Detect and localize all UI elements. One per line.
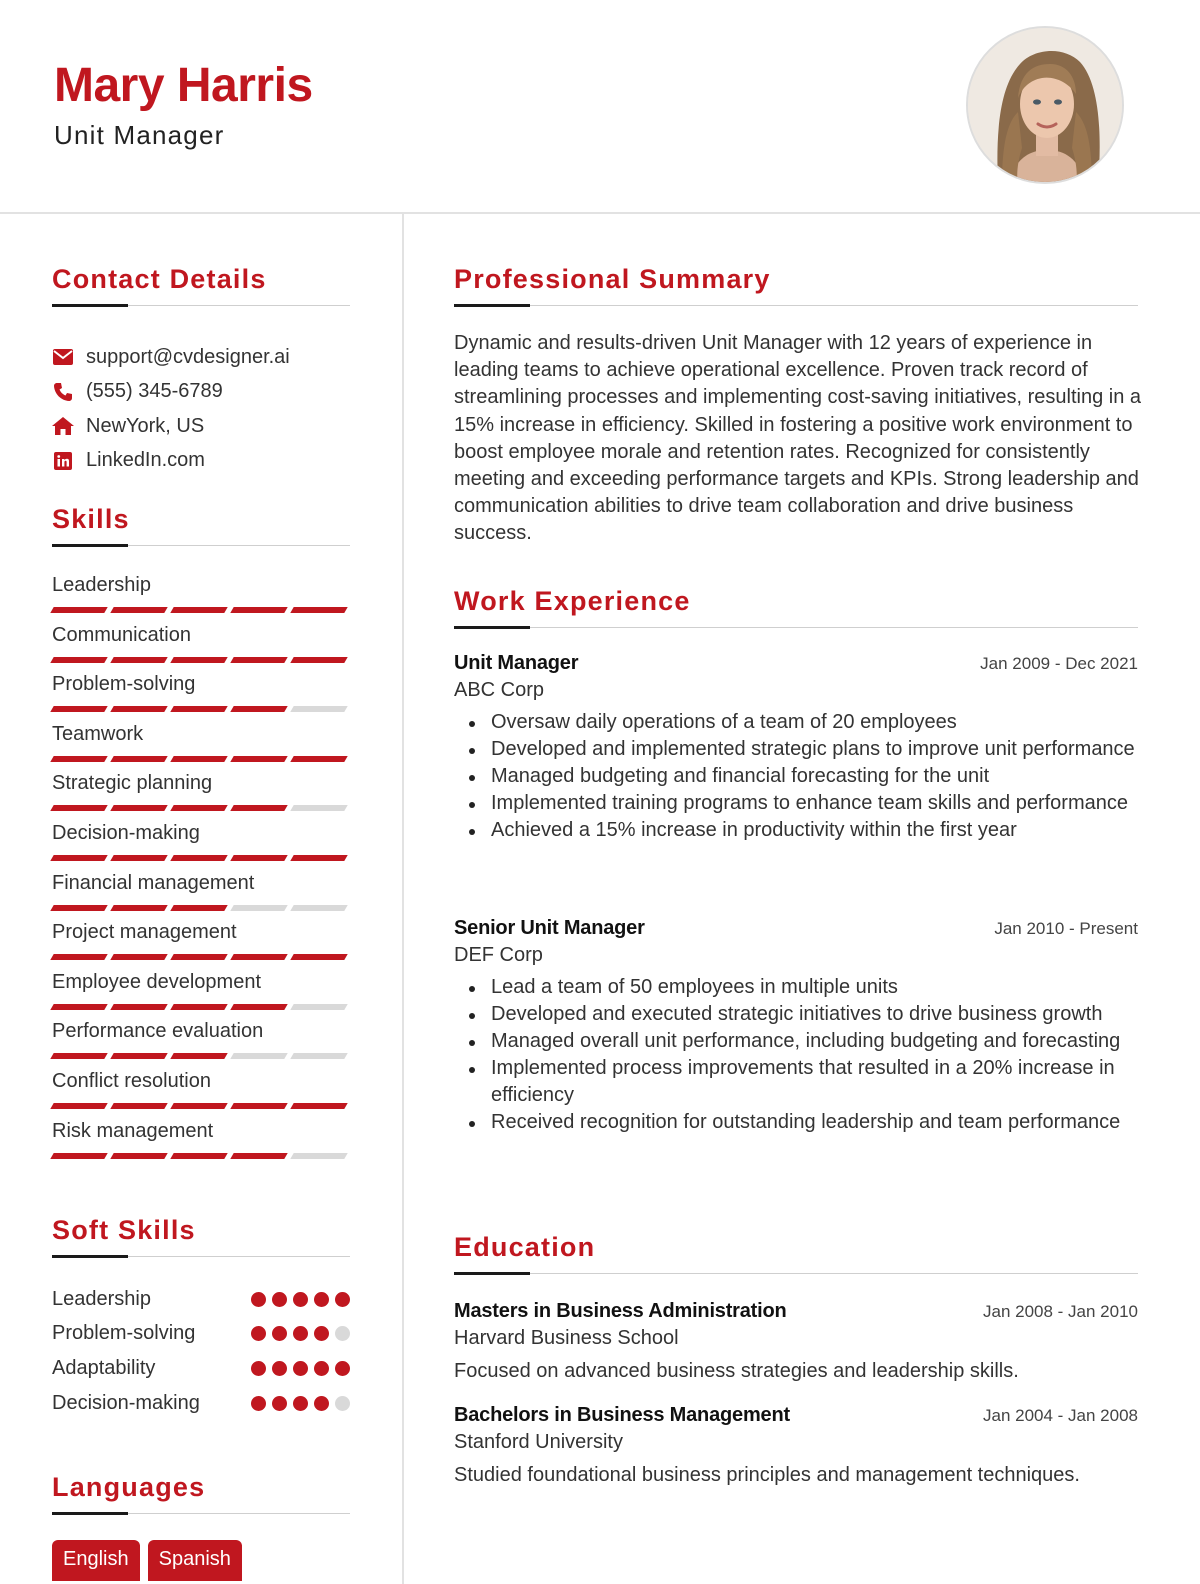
- skill-level-segment: [290, 607, 347, 613]
- home-icon: [52, 415, 74, 437]
- education-section-header: [454, 1230, 1138, 1275]
- skill-level-segment: [230, 706, 287, 712]
- skill-level-segment: [170, 905, 227, 911]
- skill-level-segment: [230, 756, 287, 762]
- soft-skill-label: Problem-solving: [52, 1322, 196, 1345]
- rating-dot: [251, 1396, 266, 1411]
- skill-level-segment: [290, 855, 347, 861]
- skill-level-segment: [110, 607, 167, 613]
- skill-level-segment: [110, 954, 167, 960]
- job-bullets: [454, 709, 1138, 844]
- section-rule: [454, 626, 1138, 629]
- skill-level-segment: [110, 1153, 167, 1159]
- skill-level-segment: [290, 1103, 347, 1109]
- rating-dot: [251, 1361, 266, 1376]
- rating-dot: [272, 1396, 287, 1411]
- skill-level-segment: [50, 1053, 107, 1059]
- skill-label: Communication: [52, 623, 191, 646]
- profile-photo: [966, 26, 1124, 184]
- skill-level-segment: [170, 1103, 227, 1109]
- skill-level-segment: [170, 855, 227, 861]
- rating-dot: [335, 1326, 350, 1341]
- skill-item: [52, 1118, 350, 1168]
- education-dates: Jan 2004 - Jan 2008: [982, 1406, 1138, 1425]
- language-tag: Spanish: [148, 1540, 242, 1581]
- rating-dot: [314, 1396, 329, 1411]
- job-entry: [454, 917, 1138, 1136]
- skill-item: [52, 919, 350, 969]
- soft-skill-label: Decision-making: [52, 1391, 200, 1414]
- skill-level-segment: [230, 1004, 287, 1010]
- skill-item: [52, 1018, 350, 1068]
- skill-level-segment: [170, 954, 227, 960]
- job-bullet: Developed and executed strategic initiatives to drive business growth: [454, 1001, 1138, 1028]
- skill-level-segment: [230, 954, 287, 960]
- skill-item: [52, 671, 350, 721]
- section-rule: [52, 1512, 350, 1515]
- summary-text: Dynamic and results-driven Unit Manager with 12 years of experience in leading teams to achieve operational excellence. Proven track record of streamlining processes and implementing cost-saving initiatives, resulting in a 15% increase in efficiency. Skilled in fostering a positive work environment to boost employee morale and retention rates. Recognized for consistently meeting and exceeding performance targets and KPIs. Strong leadership and communication abilities to drive team collaboration and drive business success.: [454, 332, 1141, 545]
- soft-skill-rating: [251, 1292, 350, 1307]
- skill-level-segment: [170, 756, 227, 762]
- degree-title: Masters in Business Administration: [454, 1300, 787, 1322]
- skill-level-bar: [52, 855, 346, 861]
- skill-label: Conflict resolution: [52, 1069, 211, 1092]
- skill-level-segment: [50, 1153, 107, 1159]
- skill-level-segment: [50, 905, 107, 911]
- job-role: Unit Manager: [454, 652, 579, 674]
- job-bullet: Lead a team of 50 employees in multiple units: [454, 974, 1138, 1001]
- contact-linkedin[interactable]: [52, 444, 350, 479]
- experience-heading: Work Experience: [454, 586, 691, 616]
- languages-section-header: [52, 1470, 350, 1515]
- soft-skill-label: Adaptability: [52, 1356, 156, 1379]
- section-rule: [52, 304, 350, 307]
- skill-level-segment: [170, 1153, 227, 1159]
- candidate-name: Mary Harris: [54, 59, 313, 112]
- candidate-title: Unit Manager: [54, 120, 225, 150]
- section-rule: [52, 544, 350, 547]
- skills-section-header: [52, 502, 350, 547]
- section-rule: [454, 304, 1138, 307]
- language-tag: English: [52, 1540, 140, 1581]
- contact-phone-text: (555) 345-6789: [86, 380, 223, 403]
- skill-level-bar: [52, 1153, 346, 1159]
- rating-dot: [272, 1361, 287, 1376]
- education-heading: Education: [454, 1232, 596, 1262]
- rating-dot: [293, 1396, 308, 1411]
- skill-level-segment: [290, 1053, 347, 1059]
- soft-skill-item: [52, 1282, 350, 1317]
- skill-label: Financial management: [52, 871, 255, 894]
- skill-level-segment: [50, 954, 107, 960]
- rating-dot: [251, 1292, 266, 1307]
- rating-dot: [314, 1292, 329, 1307]
- skill-label: Performance evaluation: [52, 1020, 264, 1043]
- rating-dot: [251, 1326, 266, 1341]
- contact-linkedin-text: LinkedIn.com: [86, 449, 205, 472]
- skill-level-segment: [290, 954, 347, 960]
- skill-level-segment: [110, 855, 167, 861]
- skill-level-segment: [230, 1153, 287, 1159]
- contact-list: [52, 340, 350, 478]
- soft-skill-item: [52, 1351, 350, 1386]
- job-bullets: [454, 974, 1138, 1136]
- languages-list: [52, 1540, 242, 1581]
- contact-email-text: support@cvdesigner.ai: [86, 345, 290, 368]
- skill-level-segment: [50, 756, 107, 762]
- skill-label: Teamwork: [52, 722, 144, 745]
- job-entry: [454, 652, 1138, 844]
- skill-level-segment: [50, 805, 107, 811]
- skills-list: [52, 572, 350, 1167]
- skill-item: [52, 622, 350, 672]
- envelope-icon: [52, 346, 74, 368]
- skill-level-segment: [50, 1004, 107, 1010]
- soft-skills-section-header: [52, 1213, 350, 1258]
- rating-dot: [293, 1292, 308, 1307]
- section-rule: [52, 1255, 350, 1258]
- skill-level-bar: [52, 1053, 346, 1059]
- skill-level-segment: [110, 1053, 167, 1059]
- soft-skill-rating: [251, 1396, 350, 1411]
- rating-dot: [293, 1326, 308, 1341]
- skill-level-segment: [290, 706, 347, 712]
- skill-level-segment: [50, 657, 107, 663]
- summary-heading: Professional Summary: [454, 264, 771, 294]
- school-name: Stanford University: [454, 1431, 623, 1453]
- degree-title: Bachelors in Business Management: [454, 1404, 790, 1426]
- skill-level-segment: [230, 607, 287, 613]
- job-bullet: Implemented training programs to enhance team skills and performance: [454, 790, 1138, 817]
- skill-level-segment: [110, 657, 167, 663]
- contact-location-text: NewYork, US: [86, 414, 205, 437]
- skill-item: [52, 969, 350, 1019]
- job-bullet: Developed and implemented strategic plans to improve unit performance: [454, 736, 1138, 763]
- education-description: Studied foundational business principles and management techniques.: [454, 1464, 1080, 1486]
- skill-level-segment: [170, 607, 227, 613]
- job-bullet: Implemented process improvements that resulted in a 20% increase in efficiency: [454, 1055, 1138, 1109]
- skill-label: Strategic planning: [52, 772, 213, 795]
- education-entry: [454, 1404, 1138, 1487]
- skill-level-segment: [290, 1153, 347, 1159]
- skill-item: [52, 870, 350, 920]
- skill-level-segment: [290, 905, 347, 911]
- skill-level-segment: [230, 1053, 287, 1059]
- skill-level-segment: [50, 607, 107, 613]
- skill-label: Employee development: [52, 970, 262, 993]
- skill-label: Project management: [52, 921, 237, 944]
- skill-level-segment: [170, 805, 227, 811]
- skill-level-segment: [110, 1103, 167, 1109]
- contact-section-header: [52, 262, 350, 307]
- job-bullet: Managed overall unit performance, including budgeting and forecasting: [454, 1028, 1138, 1055]
- job-company: ABC Corp: [454, 679, 545, 701]
- contact-email[interactable]: [52, 340, 350, 375]
- skill-level-bar: [52, 706, 346, 712]
- job-bullet: Received recognition for outstanding leadership and team performance: [454, 1109, 1138, 1136]
- skill-level-segment: [170, 657, 227, 663]
- skill-level-segment: [110, 706, 167, 712]
- skill-level-bar: [52, 756, 346, 762]
- school-name: Harvard Business School: [454, 1327, 679, 1349]
- skill-level-segment: [110, 905, 167, 911]
- rating-dot: [293, 1361, 308, 1376]
- soft-skill-rating: [251, 1326, 350, 1341]
- contact-location: [52, 409, 350, 444]
- skill-level-segment: [290, 1004, 347, 1010]
- job-bullet: Achieved a 15% increase in productivity within the first year: [454, 817, 1138, 844]
- skill-level-bar: [52, 954, 346, 960]
- job-company: DEF Corp: [454, 944, 543, 966]
- profile-photo-illustration: [968, 28, 1124, 184]
- skill-item: [52, 770, 350, 820]
- skill-item: [52, 820, 350, 870]
- linkedin-icon: [52, 450, 74, 472]
- rating-dot: [272, 1292, 287, 1307]
- soft-skills-list: [52, 1282, 350, 1420]
- skill-level-segment: [230, 657, 287, 663]
- education-entry: [454, 1300, 1138, 1383]
- skill-level-segment: [230, 805, 287, 811]
- skill-level-bar: [52, 1103, 346, 1109]
- experience-section-header: [454, 584, 1138, 629]
- languages-heading: Languages: [52, 1472, 206, 1502]
- skill-level-bar: [52, 905, 346, 911]
- phone-icon: [52, 381, 74, 403]
- skill-level-segment: [230, 855, 287, 861]
- skill-level-segment: [230, 905, 287, 911]
- skill-level-segment: [290, 657, 347, 663]
- rating-dot: [335, 1361, 350, 1376]
- skills-heading: Skills: [52, 504, 130, 534]
- soft-skill-label: Leadership: [52, 1287, 151, 1310]
- rating-dot: [335, 1292, 350, 1307]
- rating-dot: [314, 1361, 329, 1376]
- education-dates: Jan 2008 - Jan 2010: [982, 1302, 1138, 1321]
- skill-label: Decision-making: [52, 821, 200, 844]
- skill-level-bar: [52, 805, 346, 811]
- resume-header: [0, 0, 1200, 214]
- skill-label: Risk management: [52, 1119, 214, 1142]
- contact-heading: Contact Details: [52, 264, 267, 294]
- contact-phone[interactable]: [52, 375, 350, 410]
- skill-level-segment: [230, 1103, 287, 1109]
- skill-level-segment: [50, 855, 107, 861]
- skill-level-segment: [170, 1053, 227, 1059]
- skill-label: Leadership: [52, 574, 151, 596]
- skill-level-segment: [50, 1103, 107, 1109]
- rating-dot: [272, 1326, 287, 1341]
- job-bullet: Oversaw daily operations of a team of 20 employees: [454, 709, 1138, 736]
- skill-label: Problem-solving: [52, 673, 196, 696]
- soft-skill-item: [52, 1317, 350, 1352]
- skill-level-segment: [290, 756, 347, 762]
- skill-level-bar: [52, 607, 346, 613]
- skill-item: [52, 721, 350, 771]
- skill-level-bar: [52, 1004, 346, 1010]
- soft-skill-rating: [251, 1361, 350, 1376]
- skill-item: [52, 1068, 350, 1118]
- soft-skill-item: [52, 1386, 350, 1421]
- section-rule: [454, 1272, 1138, 1275]
- education-description: Focused on advanced business strategies and leadership skills.: [454, 1360, 1019, 1382]
- job-dates: Jan 2009 - Dec 2021: [980, 654, 1138, 673]
- skill-level-segment: [170, 706, 227, 712]
- skill-level-segment: [110, 805, 167, 811]
- rating-dot: [335, 1396, 350, 1411]
- skill-level-segment: [50, 706, 107, 712]
- skill-level-segment: [290, 805, 347, 811]
- skill-item: [52, 572, 350, 622]
- skill-level-segment: [110, 1004, 167, 1010]
- soft-skills-heading: Soft Skills: [52, 1215, 196, 1245]
- skill-level-segment: [170, 1004, 227, 1010]
- job-bullet: Managed budgeting and financial forecasting for the unit: [454, 763, 1138, 790]
- column-divider: [402, 214, 404, 1584]
- skill-level-bar: [52, 657, 346, 663]
- skill-level-segment: [110, 756, 167, 762]
- job-role: Senior Unit Manager: [454, 917, 645, 939]
- job-dates: Jan 2010 - Present: [994, 919, 1138, 938]
- rating-dot: [314, 1326, 329, 1341]
- summary-section-header: [454, 262, 1138, 307]
